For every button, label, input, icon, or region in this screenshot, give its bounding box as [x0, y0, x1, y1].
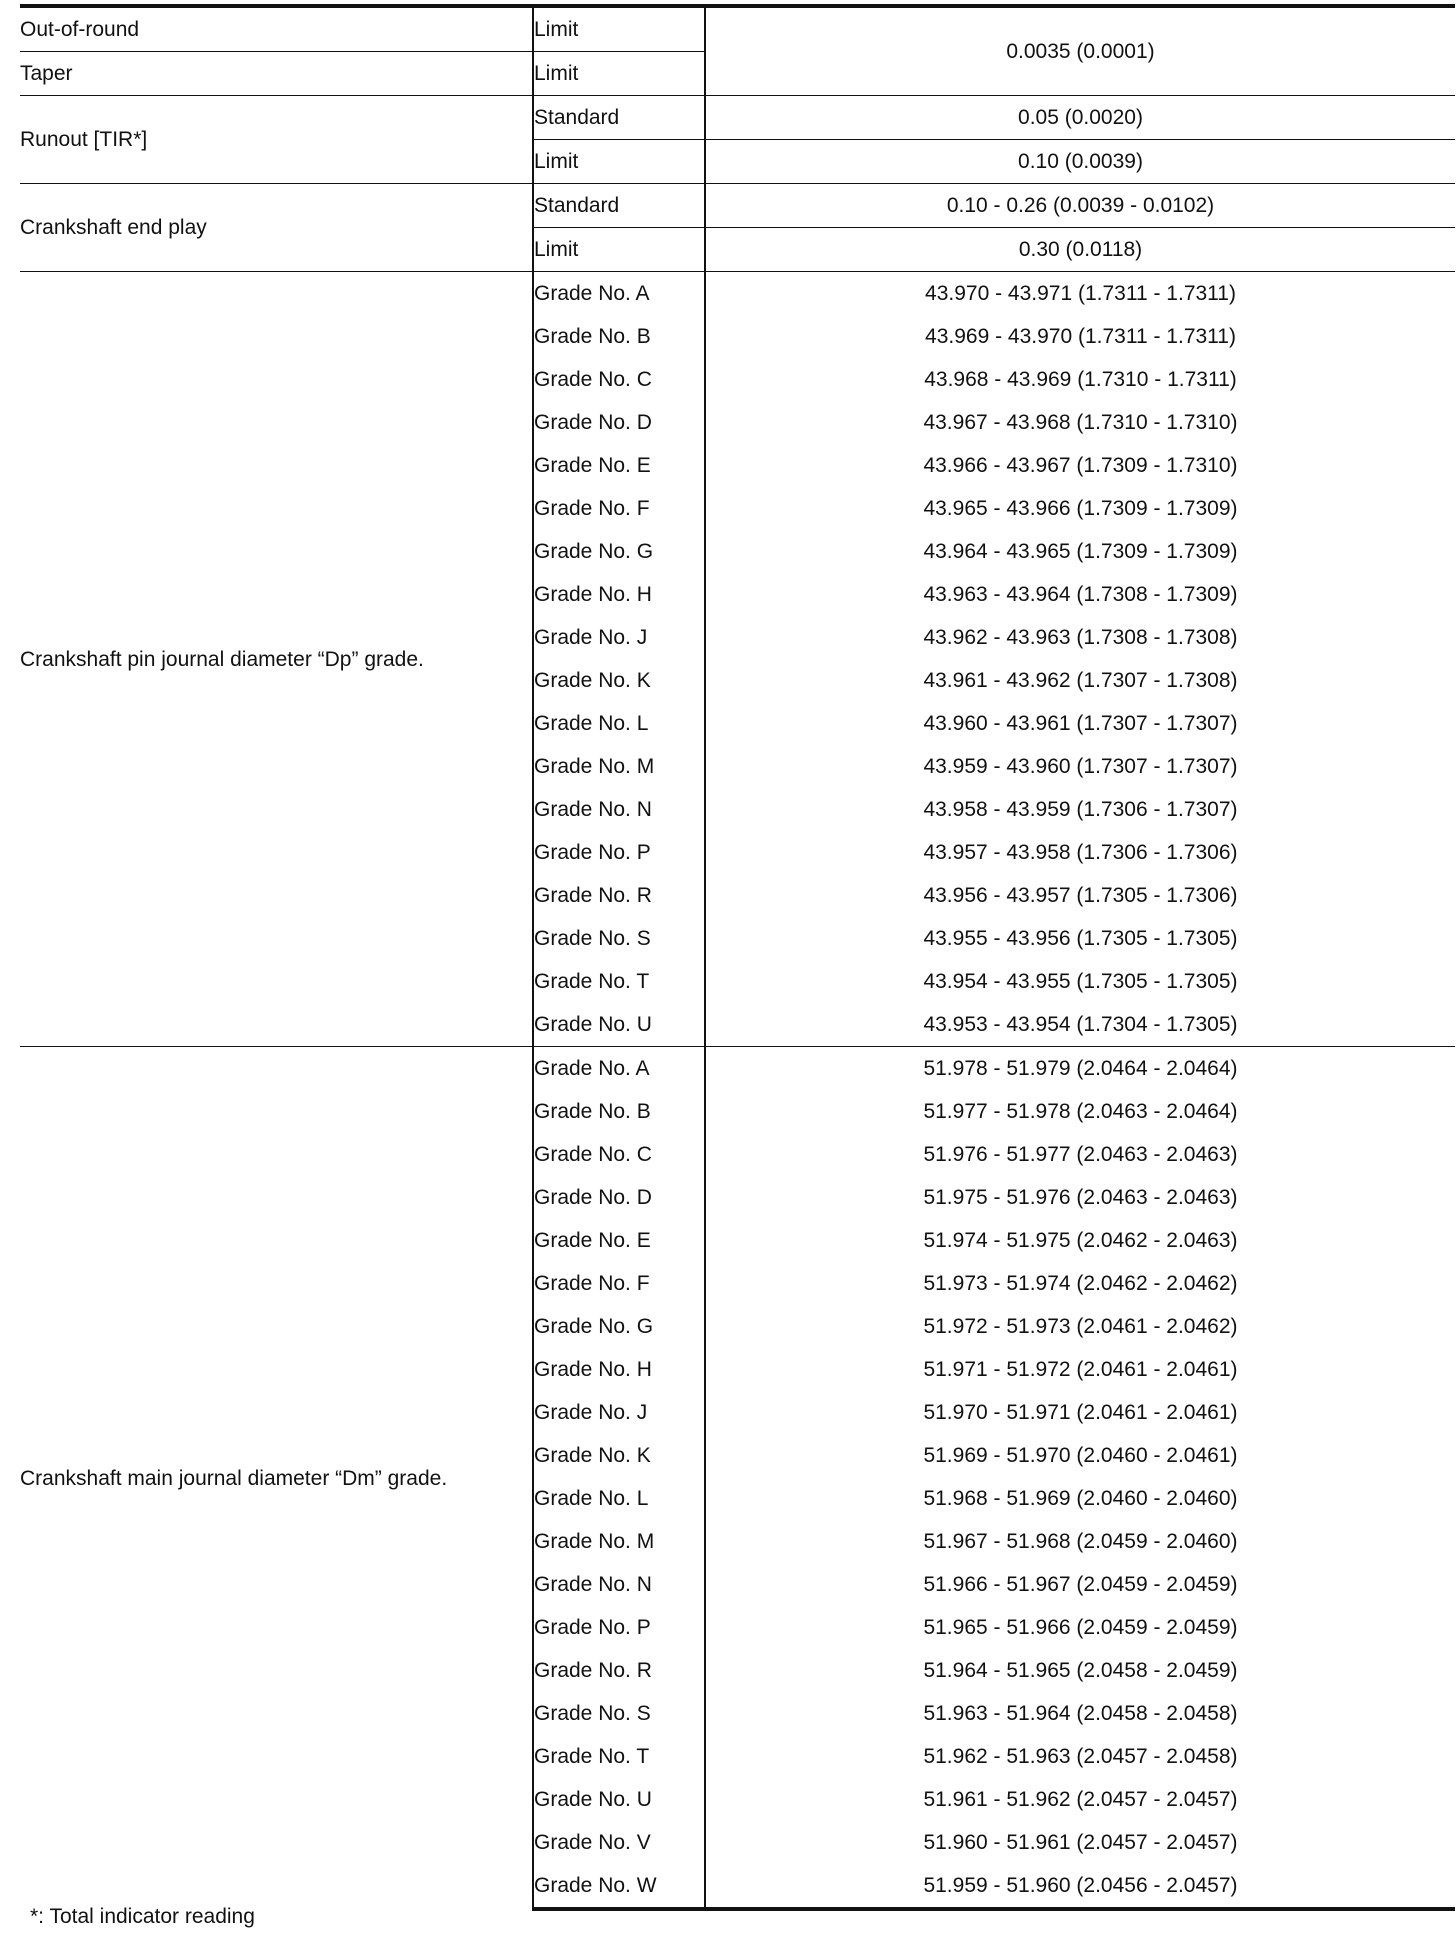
grade-value: 51.964 - 51.965 (2.0458 - 2.0459)	[705, 1649, 1455, 1692]
condition-label: Limit	[533, 140, 705, 184]
grade-label: Grade No. G	[533, 1305, 705, 1348]
grade-label: Grade No. C	[533, 1133, 705, 1176]
table-row	[20, 272, 1455, 316]
grade-label: Grade No. R	[533, 874, 705, 917]
condition-label: Standard	[533, 184, 705, 228]
grade-label: Grade No. S	[533, 1692, 705, 1735]
grade-value: 51.974 - 51.975 (2.0462 - 2.0463)	[705, 1219, 1455, 1262]
grade-value: 51.968 - 51.969 (2.0460 - 2.0460)	[705, 1477, 1455, 1520]
grade-label: Grade No. U	[533, 1003, 705, 1047]
table-row	[20, 184, 1455, 228]
grade-label: Grade No. L	[533, 702, 705, 745]
grade-label: Grade No. S	[533, 917, 705, 960]
grade-value: 51.967 - 51.968 (2.0459 - 2.0460)	[705, 1520, 1455, 1563]
grade-label: Grade No. F	[533, 1262, 705, 1305]
grade-label: Grade No. B	[533, 1090, 705, 1133]
grade-label: Grade No. K	[533, 1434, 705, 1477]
main-journal-item-label: Crankshaft main journal diameter “Dm” grade.	[20, 1047, 533, 1910]
grade-value: 43.970 - 43.971 (1.7311 - 1.7311)	[705, 272, 1455, 316]
grade-value: 51.975 - 51.976 (2.0463 - 2.0463)	[705, 1176, 1455, 1219]
grade-value: 51.963 - 51.964 (2.0458 - 2.0458)	[705, 1692, 1455, 1735]
table-row	[20, 1047, 1455, 1091]
grade-value: 51.969 - 51.970 (2.0460 - 2.0461)	[705, 1434, 1455, 1477]
grade-value: 43.965 - 43.966 (1.7309 - 1.7309)	[705, 487, 1455, 530]
grade-label: Grade No. H	[533, 1348, 705, 1391]
grade-label: Grade No. W	[533, 1864, 705, 1909]
item-label: Crankshaft end play	[20, 184, 533, 272]
grade-label: Grade No. C	[533, 358, 705, 401]
grade-value: 43.955 - 43.956 (1.7305 - 1.7305)	[705, 917, 1455, 960]
grade-label: Grade No. T	[533, 1735, 705, 1778]
grade-value: 43.967 - 43.968 (1.7310 - 1.7310)	[705, 401, 1455, 444]
value-cell: 0.05 (0.0020)	[705, 96, 1455, 140]
grade-value: 51.970 - 51.971 (2.0461 - 2.0461)	[705, 1391, 1455, 1434]
pin-journal-item-label: Crankshaft pin journal diameter “Dp” grade.	[20, 272, 533, 1047]
grade-label: Grade No. N	[533, 1563, 705, 1606]
table-row	[20, 6, 1455, 52]
grade-value: 51.962 - 51.963 (2.0457 - 2.0458)	[705, 1735, 1455, 1778]
value-cell: 0.10 - 0.26 (0.0039 - 0.0102)	[705, 184, 1455, 228]
grade-label: Grade No. D	[533, 1176, 705, 1219]
grade-label: Grade No. N	[533, 788, 705, 831]
item-label: Out-of-round	[20, 6, 533, 52]
condition-label: Limit	[533, 6, 705, 52]
grade-label: Grade No. R	[533, 1649, 705, 1692]
grade-label: Grade No. M	[533, 745, 705, 788]
grade-value: 43.954 - 43.955 (1.7305 - 1.7305)	[705, 960, 1455, 1003]
grade-value: 43.966 - 43.967 (1.7309 - 1.7310)	[705, 444, 1455, 487]
grade-label: Grade No. P	[533, 831, 705, 874]
grade-label: Grade No. D	[533, 401, 705, 444]
grade-value: 43.957 - 43.958 (1.7306 - 1.7306)	[705, 831, 1455, 874]
condition-label: Standard	[533, 96, 705, 140]
grade-label: Grade No. A	[533, 1047, 705, 1091]
grade-label: Grade No. U	[533, 1778, 705, 1821]
grade-value: 43.969 - 43.970 (1.7311 - 1.7311)	[705, 315, 1455, 358]
grade-label: Grade No. K	[533, 659, 705, 702]
spec-table-container	[20, 4, 1455, 1911]
item-label: Taper	[20, 52, 533, 96]
item-label: Runout [TIR*]	[20, 96, 533, 184]
grade-value: 43.962 - 43.963 (1.7308 - 1.7308)	[705, 616, 1455, 659]
grade-value: 51.973 - 51.974 (2.0462 - 2.0462)	[705, 1262, 1455, 1305]
grade-value: 51.960 - 51.961 (2.0457 - 2.0457)	[705, 1821, 1455, 1864]
grade-value: 51.978 - 51.979 (2.0464 - 2.0464)	[705, 1047, 1455, 1091]
grade-label: Grade No. L	[533, 1477, 705, 1520]
grade-label: Grade No. V	[533, 1821, 705, 1864]
grade-value: 43.958 - 43.959 (1.7306 - 1.7307)	[705, 788, 1455, 831]
footnote: *: Total indicator reading	[30, 1905, 255, 1928]
condition-label: Limit	[533, 228, 705, 272]
grade-label: Grade No. F	[533, 487, 705, 530]
grade-label: Grade No. E	[533, 444, 705, 487]
table-row	[20, 96, 1455, 140]
grade-label: Grade No. A	[533, 272, 705, 316]
grade-label: Grade No. B	[533, 315, 705, 358]
grade-value: 51.965 - 51.966 (2.0459 - 2.0459)	[705, 1606, 1455, 1649]
grade-value: 51.976 - 51.977 (2.0463 - 2.0463)	[705, 1133, 1455, 1176]
value-cell: 0.10 (0.0039)	[705, 140, 1455, 184]
grade-label: Grade No. G	[533, 530, 705, 573]
grade-value: 43.960 - 43.961 (1.7307 - 1.7307)	[705, 702, 1455, 745]
grade-value: 43.961 - 43.962 (1.7307 - 1.7308)	[705, 659, 1455, 702]
grade-value: 43.963 - 43.964 (1.7308 - 1.7309)	[705, 573, 1455, 616]
value-cell: 0.30 (0.0118)	[705, 228, 1455, 272]
condition-label: Limit	[533, 52, 705, 96]
grade-label: Grade No. J	[533, 1391, 705, 1434]
grade-label: Grade No. M	[533, 1520, 705, 1563]
grade-label: Grade No. T	[533, 960, 705, 1003]
grade-value: 51.972 - 51.973 (2.0461 - 2.0462)	[705, 1305, 1455, 1348]
grade-value: 51.977 - 51.978 (2.0463 - 2.0464)	[705, 1090, 1455, 1133]
grade-value: 51.959 - 51.960 (2.0456 - 2.0457)	[705, 1864, 1455, 1909]
grade-label: Grade No. H	[533, 573, 705, 616]
grade-value: 51.961 - 51.962 (2.0457 - 2.0457)	[705, 1778, 1455, 1821]
grade-value: 51.966 - 51.967 (2.0459 - 2.0459)	[705, 1563, 1455, 1606]
grade-value: 43.964 - 43.965 (1.7309 - 1.7309)	[705, 530, 1455, 573]
grade-label: Grade No. J	[533, 616, 705, 659]
grade-label: Grade No. E	[533, 1219, 705, 1262]
grade-label: Grade No. P	[533, 1606, 705, 1649]
crankshaft-spec-table	[20, 4, 1455, 1911]
value-cell: 0.0035 (0.0001)	[705, 6, 1455, 96]
grade-value: 43.953 - 43.954 (1.7304 - 1.7305)	[705, 1003, 1455, 1047]
grade-value: 43.956 - 43.957 (1.7305 - 1.7306)	[705, 874, 1455, 917]
grade-value: 43.959 - 43.960 (1.7307 - 1.7307)	[705, 745, 1455, 788]
grade-value: 51.971 - 51.972 (2.0461 - 2.0461)	[705, 1348, 1455, 1391]
grade-value: 43.968 - 43.969 (1.7310 - 1.7311)	[705, 358, 1455, 401]
